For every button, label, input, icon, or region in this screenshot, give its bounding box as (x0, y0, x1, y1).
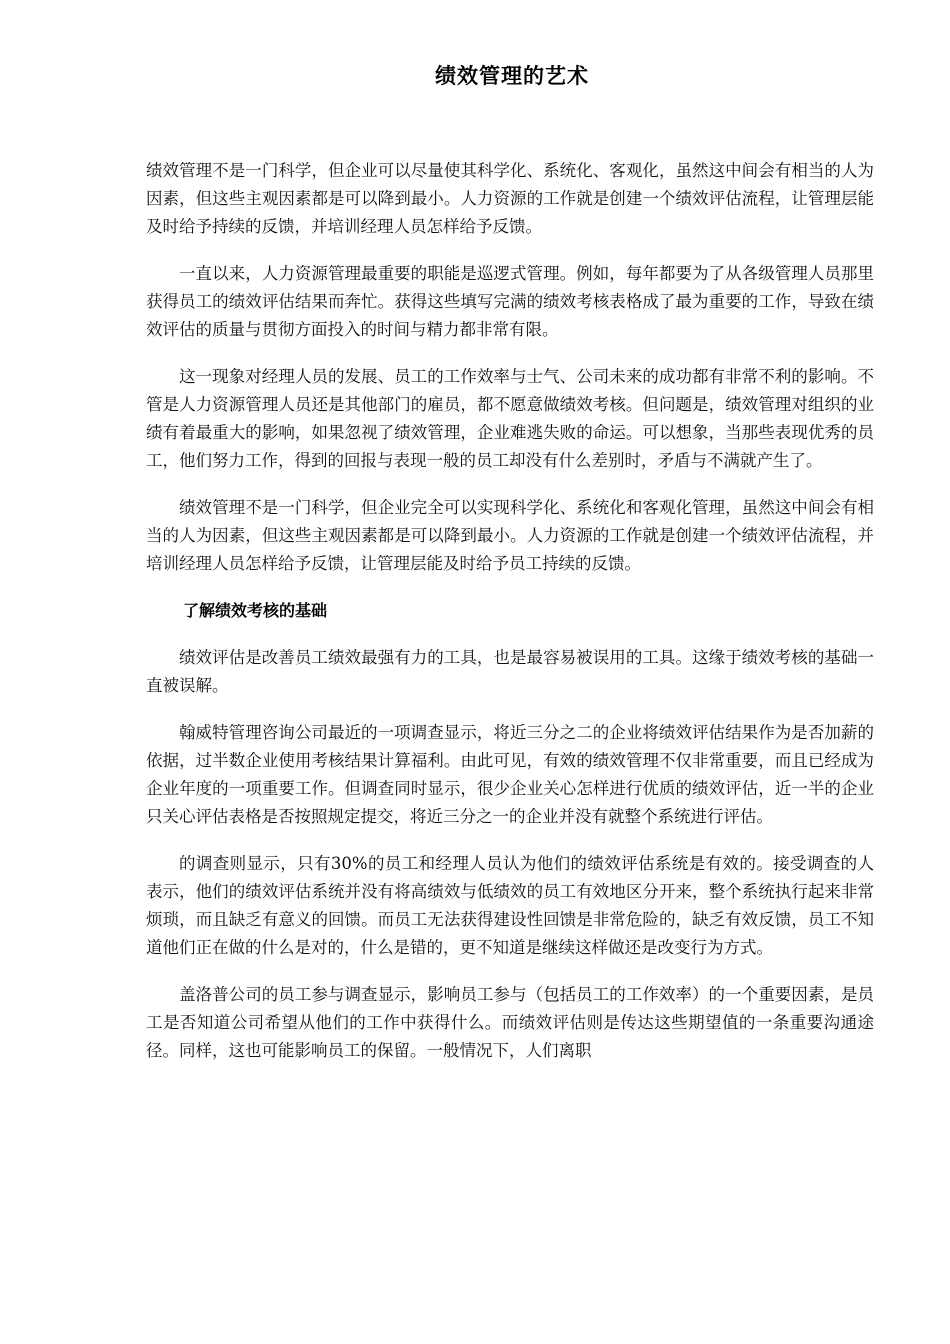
paragraph: 翰威特管理咨询公司最近的一项调查显示，将近三分之二的企业将绩效评估结果作为是否加薪的依据，过半数企业使用考核结果计算福利。由此可见，有效的绩效管理不仅非常重要，而且已经成为企业年度的一项重要工作。但调查同时显示，很少企业关心怎样进行优质的绩效评估，近一半的企业只关心评估表格是否按照规定提交，将近三分之一的企业并没有就整个系统进行评估。 (146, 723, 874, 826)
paragraph: 一直以来，人力资源管理最重要的职能是巡逻式管理。例如，每年都要为了从各级管理人员那里获得员工的绩效评估结果而奔忙。获得这些填写完满的绩效考核表格成了最为重要的工作，导致在绩效评估的质量与贯彻方面投入的时间与精力都非常有限。 (146, 264, 874, 339)
paragraph: 绩效评估是改善员工绩效最强有力的工具，也是最容易被误用的工具。这缘于绩效考核的基础一直被误解。 (146, 648, 874, 695)
paragraph: 绩效管理不是一门科学，但企业可以尽量使其科学化、系统化、客观化，虽然这中间会有相当的人为因素，但这些主观因素都是可以降到最小。人力资源的工作就是创建一个绩效评估流程，让管理层能及时给予持续的反馈，并培训经理人员怎样给予反馈。 (146, 161, 874, 236)
paragraph: 这一现象对经理人员的发展、员工的工作效率与士气、公司未来的成功都有非常不利的影响。不管是人力资源管理人员还是其他部门的雇员，都不愿意做绩效考核。但问题是，绩效管理对组织的业绩有着最重大的影响，如果忽视了绩效管理，企业难逃失败的命运。可以想象，当那些表现优秀的员工，他们努力工作，得到的回报与表现一般的员工却没有什么差别时，矛盾与不满就产生了。 (146, 367, 874, 470)
paragraph: 的调查则显示，只有30%的员工和经理人员认为他们的绩效评估系统是有效的。接受调查的人表示，他们的绩效评估系统并没有将高绩效与低绩效的员工有效地区分开来，整个系统执行起来非常烦琐，而且缺乏有意义的回馈。而员工无法获得建设性回馈是非常危险的，缺乏有效反馈，员工不知道他们正在做的什么是对的，什么是错的，更不知道是继续这样做还是改变行为方式。 (146, 854, 874, 957)
section-heading: 了解绩效考核的基础 (183, 601, 328, 620)
paragraph: 盖洛普公司的员工参与调查显示，影响员工参与（包括员工的工作效率）的一个重要因素，是员工是否知道公司希望从他们的工作中获得什么。而绩效评估则是传达这些期望值的一条重要沟通途径。同样，这也可能影响员工的保留。一般情况下，人们离职 (146, 985, 874, 1060)
document-title: 绩效管理的艺术 (435, 64, 589, 88)
document-body (146, 157, 874, 1065)
paragraph: 绩效管理不是一门科学，但企业完全可以实现科学化、系统化和客观化管理，虽然这中间会有相当的人为因素，但这些主观因素都是可以降到最小。人力资源的工作就是创建一个绩效评估流程，并培训经理人员怎样给予反馈，让管理层能及时给予员工持续的反馈。 (146, 498, 874, 573)
